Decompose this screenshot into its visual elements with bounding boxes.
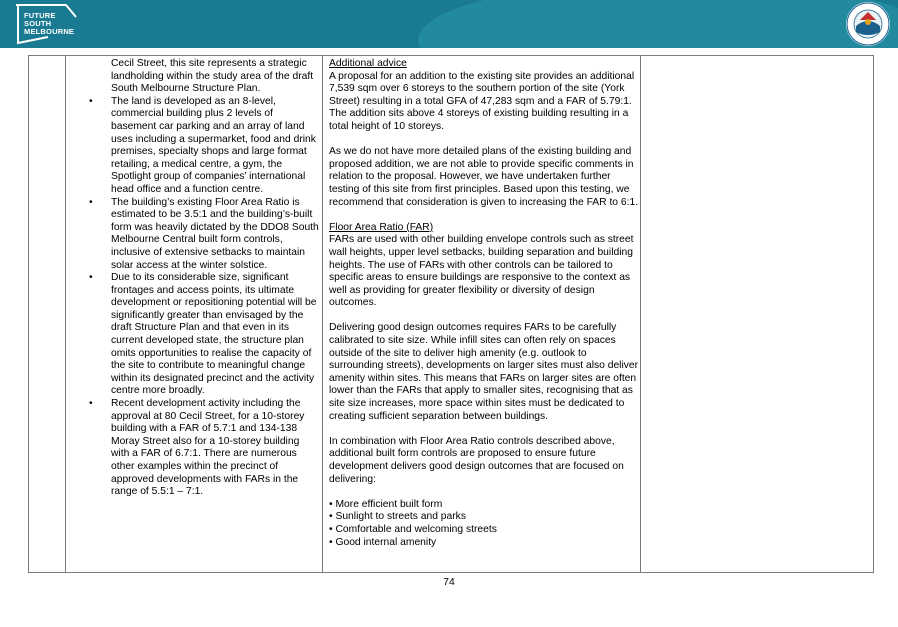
delivery-list-item: • Good internal amenity: [329, 536, 437, 548]
delivery-list-item: • Comfortable and welcoming streets: [329, 523, 497, 535]
logo-line-1: FUTURE: [24, 11, 56, 20]
future-south-melbourne-logo: [6, 3, 86, 45]
response-paragraph: FARs are used with other building envelope controls such as street wall heights, upper level setbacks, building separation and building heights. The use of FARs with other controls can be tailored to specific areas to ensure buildings are responsive to the context as well as providing for greater flexibility or diversity of design outcomes.: [329, 234, 634, 309]
logo-line-3: MELBOURNE: [24, 27, 75, 36]
submission-column: [81, 58, 319, 499]
additional-advice-heading: Additional advice: [329, 58, 407, 69]
response-paragraph: A proposal for an addition to the existing site provides an additional 7,539 sqm over 6 storeys to the southern portion of the site (York Street) resulting in a total GFA of 47,283 sqm and a FAR of 5.79:1. The addition sits above 4 storeys of existing building resulting in a total height of 10 storeys.: [329, 70, 635, 132]
page-number: 74: [443, 577, 455, 588]
page-header: [0, 0, 898, 48]
submission-bullet: • Recent development activity including the approval at 80 Cecil Street, for a 10-storey building with a FAR of 5.7:1 and 134-138 Moray Street also for a 10-storey building with a FAR of 6.7:1. There are numerous other examples within the precinct of approved developments with FARs in the range of 5.5:1 – 7:1.: [81, 398, 319, 499]
delivery-list-item: • More efficient built form: [329, 498, 443, 510]
submission-bullet: • The land is developed as an 8-level, commercial building plus 2 levels of basement car parking and an array of land uses including a supermarket, food and drink premises, specialty shops and large format retailing, a medical centre, a gym, the Spotlight group of companies’ international head office and a function centre.: [81, 96, 319, 197]
response-paragraph: In combination with Floor Area Ratio controls described above, additional built form controls are proposed to ensure future development delivers good design outcomes that are focused on delivering:: [329, 435, 624, 485]
city-of-port-phillip-seal: [846, 2, 890, 46]
delivery-list-item: • Sunlight to streets and parks: [329, 511, 466, 523]
content-table: [28, 55, 874, 573]
seal-emblem-icon: [846, 2, 890, 46]
response-column: [329, 58, 639, 549]
logo-line-2: SOUTH: [24, 19, 52, 28]
response-paragraph: Delivering good design outcomes requires FARs to be carefully calibrated to site size. While infill sites can often rely on spaces outside of the site to deliver high amenity (e.g. outlook to surrounding streets), developments on larger sites must also deliver amenity within sites. This means that FARs on larger sites are often lower than the FARs that apply to smaller sites, recognising that as site size increases, more space within sites must be dedicated to creating sufficient separation between buildings.: [329, 322, 639, 422]
response-paragraph: As we do not have more detailed plans of the existing building and proposed addition, we are not able to provide specific comments in relation to the proposal. However, we have undertaken further testing of this site from first principles. Based upon this testing, we recommend that consideration is given to increasing the FAR to 6:1.: [329, 146, 639, 208]
header-wave-decoration: [418, 0, 898, 48]
submission-bullet: • Due to its considerable size, significant frontages and access points, its ultimate development or repositioning potential will be significantly greater than envisaged by the draft Structure Plan and that even in its current developed state, the structure plan omits opportunities to realise the capacity of the site to contribute to meaningful change within its designated precinct and the activity centre more broadly.: [81, 272, 319, 398]
submission-bullet: • The building’s existing Floor Area Ratio is estimated to be 3.5:1 and the building’s-built form was heavily dictated by the DDO8 South Melbourne Central built form controls, inclusive of extensive setbacks to maintain solar access at the winter solstice.: [81, 197, 319, 273]
column-divider-3: [640, 56, 641, 572]
far-heading: Floor Area Ratio (FAR): [329, 221, 434, 233]
column-divider-2: [322, 56, 323, 572]
column-divider-1: [65, 56, 66, 572]
submission-bullet-list: [81, 96, 319, 499]
submission-intro: Cecil Street, this site represents a strategic landholding within the study area of the draft South Melbourne Structure Plan.: [111, 58, 314, 95]
